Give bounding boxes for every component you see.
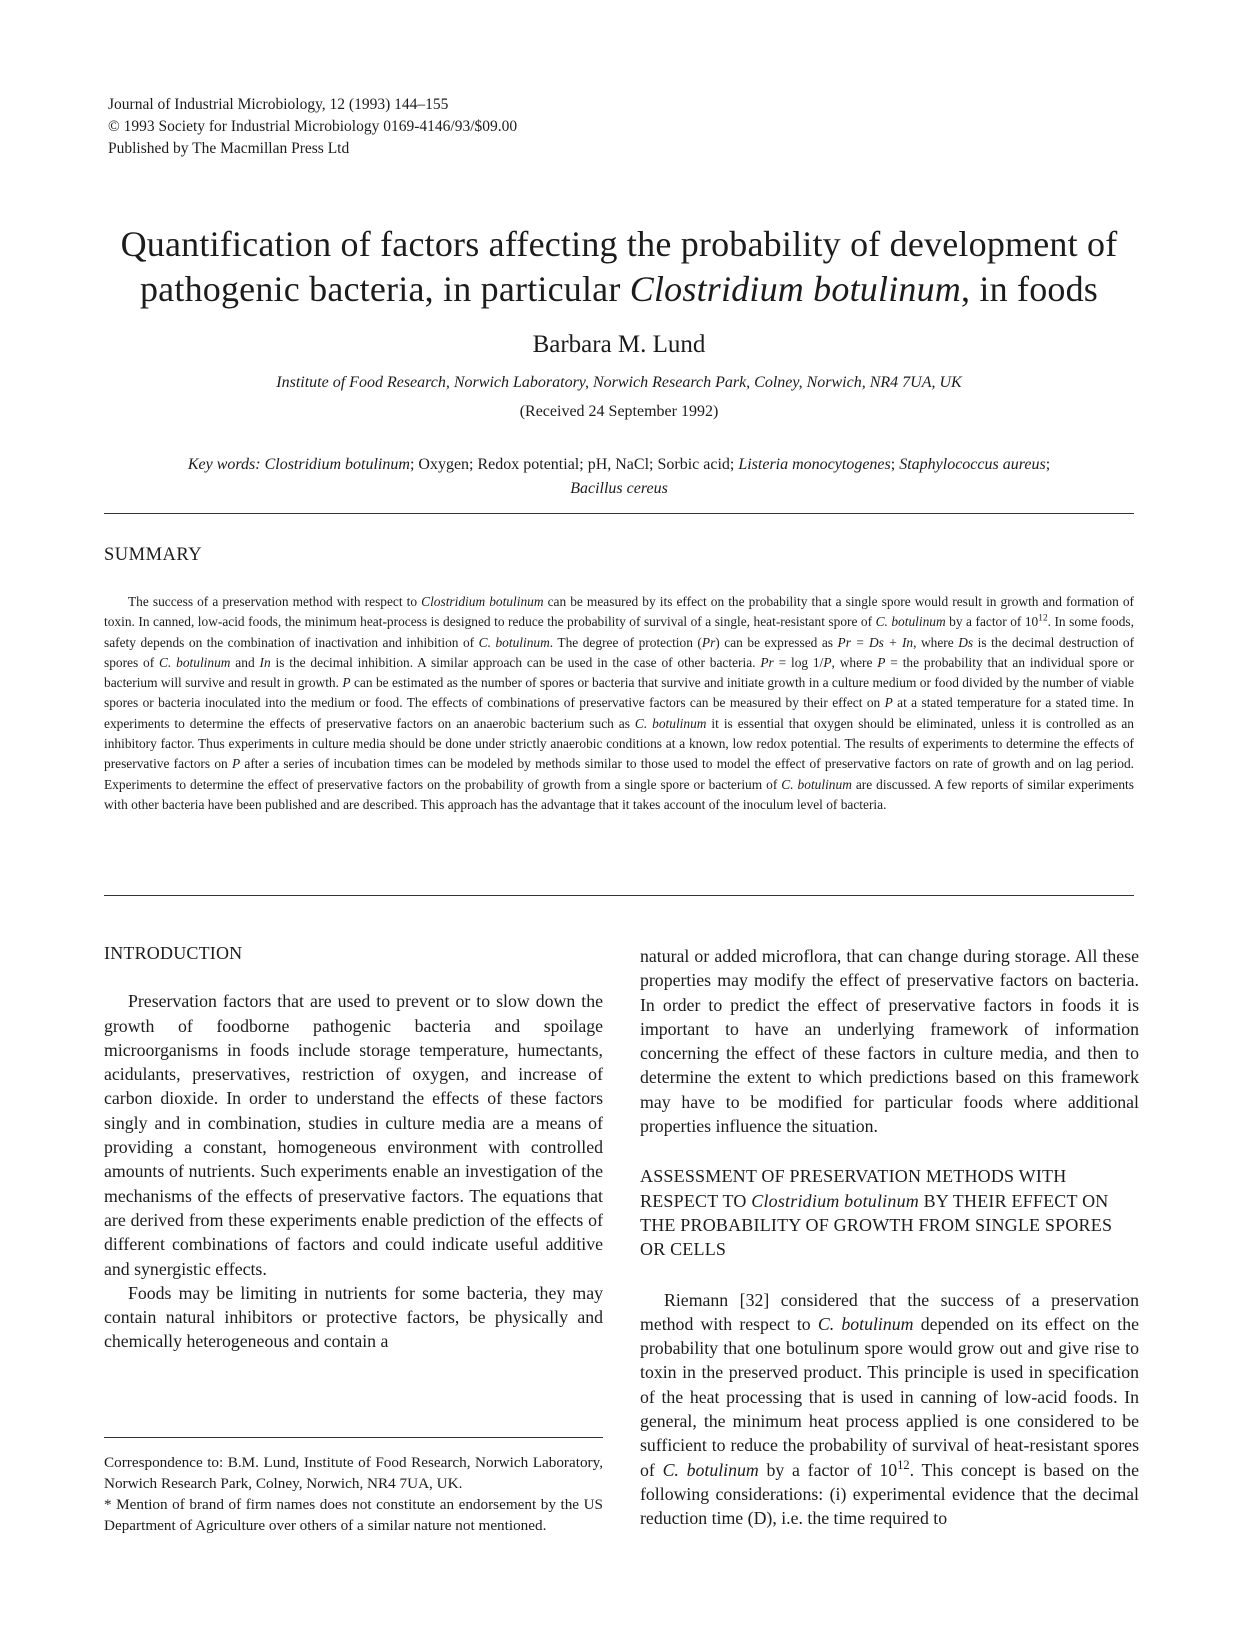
keyword-organism: Clostridium botulinum [264, 456, 410, 473]
divider-top [104, 513, 1134, 514]
title-line-2-pre: pathogenic bacteria, in particular [139, 269, 630, 309]
keyword-staph: Staphylococcus aureus [899, 456, 1046, 473]
author-name: Barbara M. Lund [532, 331, 706, 358]
introduction-paragraph-1: Preservation factors that are used to prevent or to slow down the growth of foodborne pathogenic bacteria and spoilage microorganisms in foods include storage temperature, humectants, acidulants, preservatives, restriction of oxygen, and increase of carbon dioxide. In order to understand the effects of these factors singly and in combination, studies in culture media are a means of providing a constant, homogeneous environment with controlled amounts of nutrients. Such experiments enable an investigation of the mechanisms of the effects of preservative factors. The equations that are derived from these experiments enable prediction of the effects of different combinations of factors and could indicate useful additive and synergistic effects. [104, 991, 603, 1279]
keyword-sep: ; [1045, 456, 1051, 473]
title-organism: Clostridium botulinum [629, 269, 961, 309]
left-column [104, 941, 603, 1354]
author-affiliation: Institute of Food Research, Norwich Laboratory, Norwich Research Park, Colney, Norwich, NR4 7UA, UK [276, 374, 962, 391]
keyword-listeria: Listeria monocytogenes [738, 456, 891, 473]
introduction-heading: INTRODUCTION [104, 943, 243, 963]
publisher-line: Published by The Macmillan Press Ltd [108, 140, 350, 157]
title-line-1: Quantification of factors affecting the probability of development of [120, 224, 1118, 264]
keyword-list: ; Oxygen; Redox potential; pH, NaCl; Sorbic acid; [409, 456, 739, 473]
assessment-heading: ASSESSMENT OF PRESERVATION METHODS WITH RESPECT TO Clostridium botulinum BY THEIR EFFECT ON THE PROBABILITY OF GROWTH FROM SINGLE SPORES OR CELLS [640, 1166, 1113, 1260]
assessment-paragraph-1: Riemann [32] considered that the success of a preservation method with respect to C. botulinum depended on its effect on the probability that one botulinum spore would grow out and give rise to toxin in the preserved product. This principle is used in specification of the heat processing that is used in canning of low-acid foods. In general, the minimum heat process applied is one considered to be sufficient to reduce the probability of survival of heat-resistant spores of C. botulinum by a factor of $10^{12}$. This concept is based on the following considerations: (i) experimental evidence that the decimal reduction time (D), i.e. the time required to [640, 1289, 1139, 1529]
introduction-paragraph-3: natural or added microflora, that can change during storage. All these properties may modify the effect of preservative factors on bacteria. In order to predict the effect of preservative factors in foods it is important to have an underlying framework of information concerning the effect of these factors in culture media, and then to determine the extent to which predictions based on this framework may have to be modified for particular foods where additional properties influence the situation. [640, 946, 1139, 1137]
title-line-2-post: , in foods [961, 269, 1098, 309]
paper-title [60, 222, 1178, 312]
keyword-sep: ; [890, 456, 900, 473]
copyright-line: © 1993 Society for Industrial Microbiology 0169-4146/93/$09.00 [108, 118, 518, 135]
received-date: (Received 24 September 1992) [519, 403, 719, 420]
introduction-paragraph-2: Foods may be limiting in nutrients for some bacteria, they may contain natural inhibitors or protective factors, be physically and chemically heterogeneous and contain a [104, 1282, 603, 1352]
footnote-rule [104, 1437, 603, 1438]
keyword-bacillus: Bacillus cereus [570, 480, 668, 497]
keywords-label: Key words: [187, 456, 261, 473]
disclaimer-note: * Mention of brand of firm names does not constitute an endorsement by the US Department of Agriculture over others of a similar nature not mentioned. [104, 1496, 603, 1534]
right-column [640, 944, 1139, 1531]
keywords [118, 453, 1120, 501]
correspondence-note: Correspondence to: B.M. Lund, Institute of Food Research, Norwich Laboratory, Norwich Research Park, Colney, Norwich, NR4 7UA, UK. [104, 1454, 603, 1492]
footnotes [104, 1452, 603, 1536]
summary-text: The success of a preservation method with respect to Clostridium botulinum can be measured by its effect on the probability that a single spore would result in growth and formation of toxin. In canned, low-acid foods, the minimum heat-process is designed to reduce the probability of survival of a single, heat-resistant spore of C. botulinum by a factor of $10^{12}$. In some foods, safety depends on the combination of inactivation and inhibition of C. botulinum. The degree of protection (Pr) can be expressed as Pr = Ds + In, where Ds is the decimal destruction of spores of C. botulinum and In is the decimal inhibition. A similar approach can be used in the case of other bacteria. Pr = log 1/P, where P = the probability that an individual spore or bacterium will survive and result in growth. P can be estimated as the number of spores or bacteria that survive and initiate growth in a culture medium or food divided by the number of viable spores or bacteria inoculated into the medium or food. The effects of combinations of preservative factors can be measured by their effect on P at a stated temperature for a stated time. In experiments to determine the effects of preservative factors on an anaerobic bacterium such as C. botulinum it is essential that oxygen should be eliminated, unless it is controlled as an inhibitory factor. Thus experiments in culture media should be done under strictly anaerobic conditions at a known, low redox potential. The results of experiments to determine the effects of preservative factors on P after a series of incubation times can be modeled by methods similar to those used to model the effect of preservative factors on rate of growth and on lag period. Experiments to determine the effect of preservative factors on the probability of growth from a single spore or bacterium of C. botulinum are discussed. A few reports of similar experiments with other bacteria have been published and are described. This approach has the advantage that it takes account of the inoculum level of bacteria. [104, 594, 1135, 812]
divider-bottom [104, 895, 1134, 896]
journal-citation: Journal of Industrial Microbiology, 12 (1993) 144–155 [108, 96, 449, 113]
summary-heading: SUMMARY [104, 545, 203, 565]
journal-header [108, 94, 517, 160]
